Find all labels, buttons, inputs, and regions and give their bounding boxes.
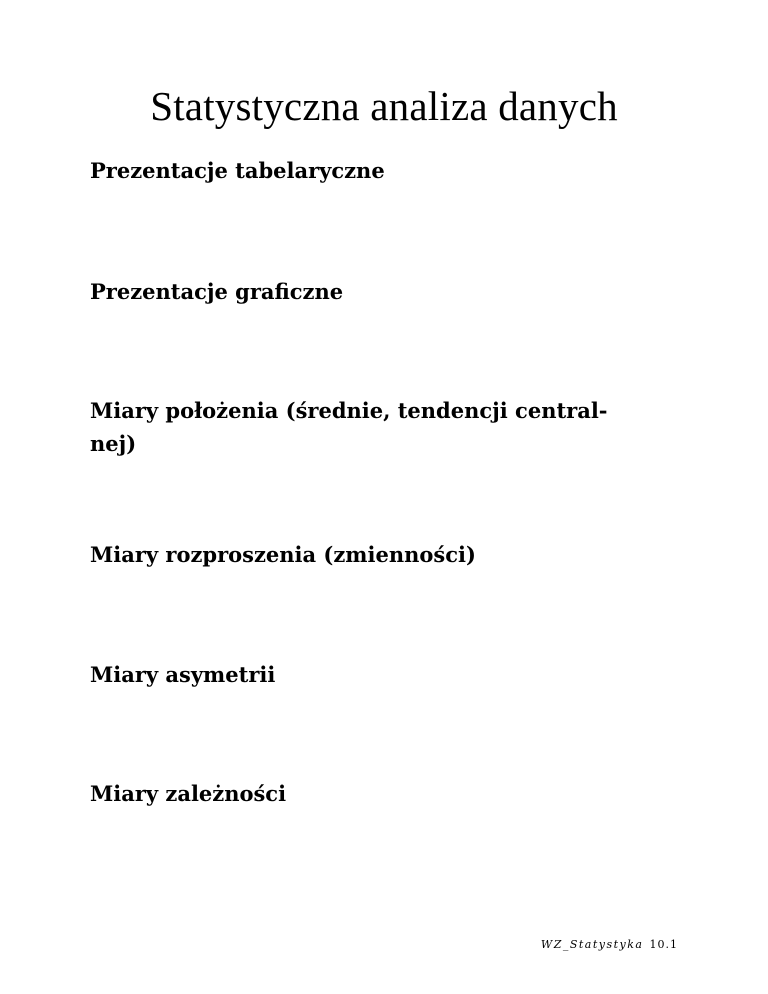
topic-dependency-measures: Miary zależności [90, 781, 287, 806]
slide-title: Statystyczna analiza danych [150, 83, 618, 129]
footer-course-code: WZ_Statystyka [540, 938, 644, 951]
topic-asymmetry-measures: Miary asymetrii [90, 662, 276, 687]
topic-tabular-presentation: Prezentacje tabelaryczne [90, 158, 385, 183]
footer-page-number: 10.1 [649, 938, 678, 951]
topic-dispersion-measures: Miary rozproszenia (zmienności) [90, 542, 476, 567]
slide-footer [541, 938, 678, 951]
topic-location-measures: Miary położenia (średnie, tendencji central- nej) [90, 398, 608, 456]
topic-graphical-presentation: Prezentacje graficzne [90, 279, 344, 304]
